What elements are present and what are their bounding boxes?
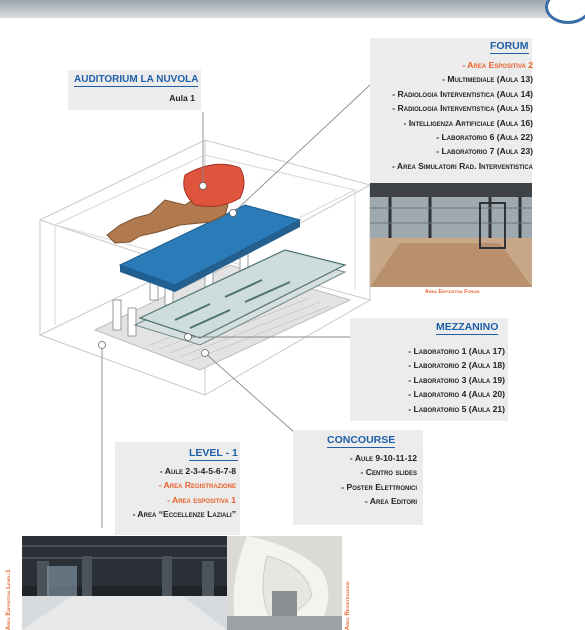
level-list bbox=[133, 464, 237, 522]
list-item: - Radiologia Interventistica (Aula 14) bbox=[392, 88, 533, 99]
registration-photo-image bbox=[227, 536, 342, 630]
forum-title: FORUM bbox=[490, 40, 529, 52]
list-item: - Poster Elettronici bbox=[341, 481, 417, 492]
list-item: - Area Registrazione bbox=[158, 480, 236, 491]
auditorium-subtitle-text: Aula 1 bbox=[169, 93, 195, 103]
list-item: - Multimediale (Aula 13) bbox=[442, 74, 533, 85]
level-photo-image bbox=[22, 536, 227, 630]
level-photo-caption: Area Espositiva Level-1 bbox=[6, 569, 12, 630]
auditorium-panel bbox=[68, 70, 201, 110]
level-title: LEVEL - 1 bbox=[189, 447, 238, 459]
auditorium-title: AUDITORIUM LA NUVOLA bbox=[74, 74, 199, 85]
list-item: - Area Editori bbox=[364, 496, 417, 507]
registration-photo-caption: Area Registrazione bbox=[345, 581, 351, 630]
level-photo bbox=[22, 536, 227, 630]
list-item: - Laboratorio 5 (Aula 21) bbox=[408, 403, 505, 414]
forum-photo-caption: Area Espositiva Forum bbox=[425, 289, 480, 295]
forum-photo bbox=[370, 183, 532, 287]
list-item: - Laboratorio 6 (Aula 22) bbox=[436, 132, 533, 143]
forum-list bbox=[392, 58, 533, 173]
auditorium-subtitle bbox=[169, 91, 195, 105]
list-item: - Area Espositiva 2 bbox=[462, 60, 533, 70]
mezzanino-list bbox=[408, 344, 505, 416]
forum-photo-image bbox=[370, 183, 532, 287]
mezzanino-title: MEZZANINO bbox=[436, 321, 499, 333]
list-item: - Laboratorio 7 (Aula 23) bbox=[436, 146, 533, 157]
list-item: - Area Simulatori Rad. Interventistica bbox=[391, 160, 533, 171]
concourse-title: CONCOURSE bbox=[327, 434, 396, 446]
concourse-list bbox=[341, 451, 417, 509]
list-item: - Radiologia Interventistica (Aula 15) bbox=[392, 103, 533, 114]
list-item: - Laboratorio 2 (Aula 18) bbox=[408, 360, 505, 371]
list-item: - Laboratorio 1 (Aula 17) bbox=[408, 346, 505, 356]
list-item: - Aule 9-10-11-12 bbox=[349, 453, 417, 463]
list-item: - Centro slides bbox=[360, 467, 417, 478]
list-item: - Aule 2-3-4-5-6-7-8 bbox=[159, 466, 236, 476]
list-item: - Laboratorio 3 (Aula 19) bbox=[408, 374, 505, 385]
auditorium-nuvola bbox=[184, 164, 244, 206]
list-item: - Laboratorio 4 (Aula 20) bbox=[408, 389, 505, 400]
registration-photo bbox=[227, 536, 342, 630]
list-item: - Area “Eccellenze Laziali” bbox=[132, 509, 236, 520]
list-item: - Area espositiva 1 bbox=[167, 494, 236, 505]
list-item: - Intelligenza Artificiale (Aula 16) bbox=[403, 117, 533, 128]
